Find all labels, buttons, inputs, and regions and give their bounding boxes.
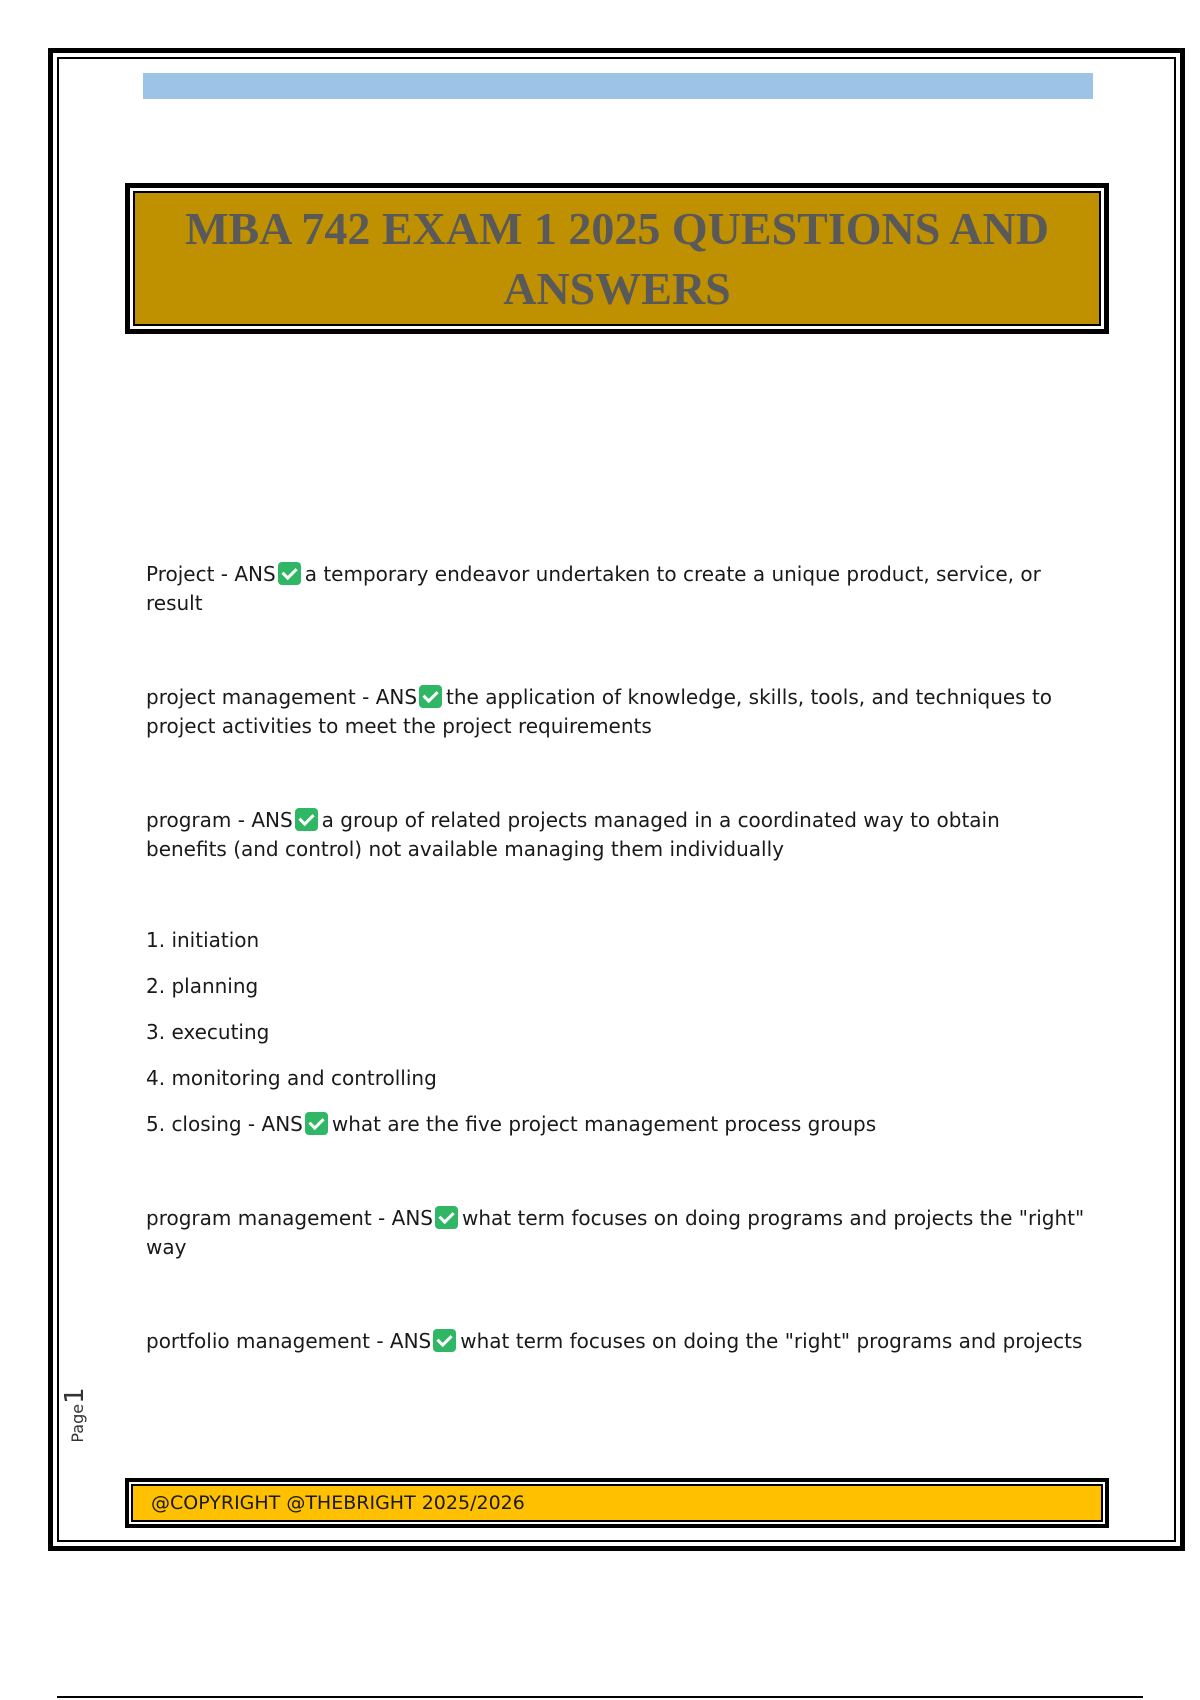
qa-entry: program - ANS a group of related projects managed in a coordinated way to obtain benefits (and control) not available managing them individually: [146, 808, 1000, 861]
document-title: MBA 742 EXAM 1 2025 QUESTIONS AND ANSWERS: [185, 202, 1049, 314]
definition: what term focuses on doing programs and projects the "right" way: [146, 1206, 1085, 1259]
check-icon: [278, 562, 301, 585]
term: program management: [146, 1206, 372, 1230]
check-icon: [295, 808, 318, 831]
qa-entry: portfolio management - ANS what term focuses on doing the "right" programs and projects: [146, 1329, 1083, 1353]
list-item: 4. monitoring and controlling: [146, 1066, 437, 1090]
qa-entry: program management - ANS what term focuses on doing programs and projects the "right" way: [146, 1206, 1085, 1259]
list-item: 2. planning: [146, 974, 259, 998]
definition: what are the five project management process groups: [331, 1112, 877, 1136]
bottom-rule: [57, 1696, 1143, 1698]
definition: what term focuses on doing the "right" programs and projects: [460, 1329, 1083, 1353]
process-groups-list: [146, 926, 1086, 1139]
header-color-bar: [143, 73, 1093, 99]
qa-content: [146, 560, 1086, 1356]
qa-entry: Project - ANS a temporary endeavor undertaken to create a unique product, service, or result: [146, 562, 1041, 615]
answer-marker: ANS: [261, 1112, 303, 1136]
answer-marker: ANS: [391, 1206, 433, 1230]
copyright-footer: @COPYRIGHT @THEBRIGHT 2025/2026: [131, 1484, 1103, 1522]
page-word: Page: [68, 1403, 87, 1443]
answer-marker: ANS: [389, 1329, 432, 1353]
check-icon: [305, 1112, 328, 1135]
list-item: 1. initiation: [146, 928, 260, 952]
page-number-label: [60, 1385, 90, 1445]
answer-marker: ANS: [375, 685, 418, 709]
term: 5. closing: [146, 1112, 242, 1136]
footer-frame: [125, 1478, 1109, 1528]
check-icon: [419, 685, 442, 708]
check-icon: [433, 1329, 456, 1352]
definition: a temporary endeavor undertaken to create a unique product, service, or result: [146, 562, 1041, 615]
check-icon: [435, 1206, 458, 1229]
page-number: 1: [60, 1387, 90, 1404]
list-item: 3. executing: [146, 1020, 270, 1044]
title-box: [133, 191, 1101, 326]
definition: the application of knowledge, skills, tools, and techniques to project activities to meet the project requirements: [146, 685, 1053, 738]
title-frame: [125, 183, 1109, 334]
term: portfolio management: [146, 1329, 370, 1353]
term: project management: [146, 685, 356, 709]
definition: a group of related projects managed in a coordinated way to obtain benefits (and control) not available managing them individually: [146, 808, 1000, 861]
answer-marker: ANS: [234, 562, 276, 586]
answer-marker: ANS: [251, 808, 293, 832]
term: Project: [146, 562, 215, 586]
list-item-answer: 5. closing - ANS what are the five project management process groups: [146, 1112, 877, 1136]
qa-entry: project management - ANS the application of knowledge, skills, tools, and techniques to project activities to meet the project requirements: [146, 685, 1053, 738]
term: program: [146, 808, 232, 832]
